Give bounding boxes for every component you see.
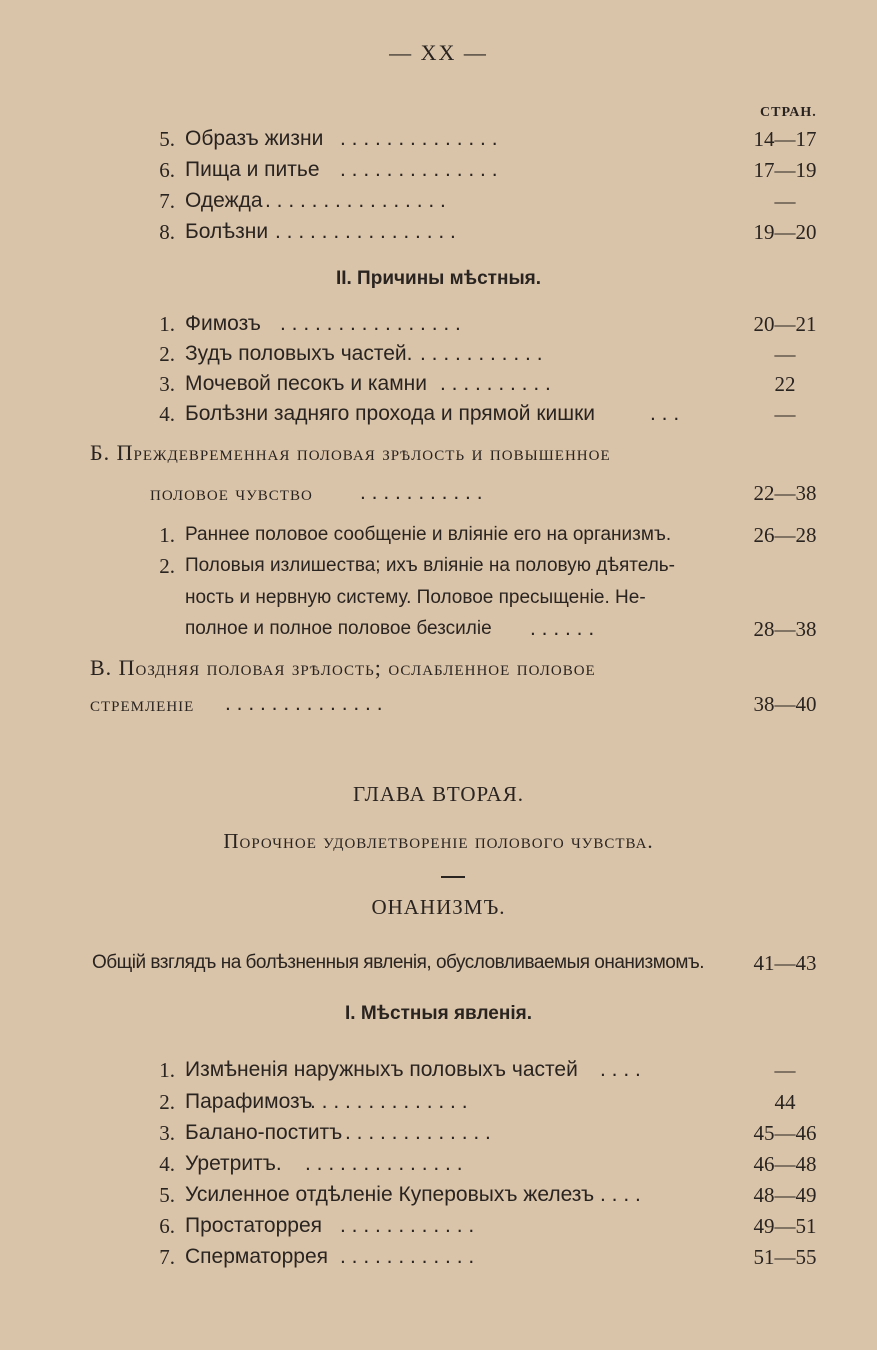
column-header-pages: СТРАН. — [760, 105, 817, 120]
chapter-title: Порочное удовлетвореніе полового чувства. — [223, 829, 654, 853]
entry-title: Измѣненія наружныхъ половыхъ частей — [185, 1058, 578, 1081]
entry-dots: . . . . . . . . . . . — [420, 342, 543, 365]
divider — [441, 876, 465, 878]
entry-pages: — — [774, 189, 796, 213]
entry-title: Уретритъ. — [185, 1152, 282, 1175]
entry-number: 1. — [159, 312, 175, 336]
entry-title: Фимозъ — [185, 312, 261, 335]
entry-pages: 51—55 — [753, 1245, 817, 1269]
entry-pages: — — [774, 342, 796, 366]
entry-number: 3. — [159, 372, 175, 396]
entry-dots: . . . . . . . . . . . . . . — [305, 1152, 463, 1175]
toc-entry — [0, 1242, 877, 1272]
entry-number: 7. — [159, 189, 175, 213]
entry-pages: 49—51 — [753, 1214, 817, 1238]
entry-pages: — — [774, 1058, 796, 1082]
entry-number: 2. — [159, 342, 175, 366]
entry-dots: . . . . — [600, 1183, 641, 1206]
toc-entry — [0, 339, 877, 369]
entry-pages: 19—20 — [753, 220, 817, 244]
entry-title: Балано-поститъ — [185, 1121, 343, 1144]
section-v-line-1: В. Поздняя половая зрѣлость; ослабленное половое — [90, 655, 596, 680]
entry-pages: 22—38 — [753, 481, 817, 505]
entry-title: Болѣзни задняго прохода и прямой кишки — [185, 402, 596, 425]
entry-title: Общій взглядъ на болѣзненныя явленія, обусловливаемыя онанизмомъ. — [92, 952, 705, 973]
entry-title: Раннее половое сообщеніе и вліяніе его на организмъ. — [185, 524, 672, 545]
entry-dots: . . . . . . . . . . . . — [340, 1245, 475, 1268]
entry-number: 6. — [159, 158, 175, 182]
entry-dots: . . . . . . . . . . . . . . . . — [280, 312, 461, 335]
entry-title: Одежда — [185, 189, 263, 212]
entry-pages: 22 — [774, 372, 796, 396]
entry-dots: . . . . . . . . . . . . . . — [310, 1090, 468, 1113]
toc-entry — [0, 551, 877, 581]
entry-pages: 28—38 — [753, 617, 817, 641]
entry-title: Половыя излишества; ихъ вліяніе на половую дѣятель- — [185, 555, 676, 576]
entry-pages: 14—17 — [753, 127, 817, 151]
entry-number: 1. — [159, 1058, 175, 1082]
entry-title: полное и полное половое безсиліе — [185, 618, 492, 639]
entry-dots: . . . . . . . . . . . . . . — [340, 158, 498, 181]
toc-entry — [0, 1149, 877, 1179]
toc-entry — [0, 520, 877, 550]
toc-entry — [0, 1118, 877, 1148]
toc-entry — [0, 309, 877, 339]
entry-dots: . . . . . . — [530, 617, 595, 640]
section-v-line-2: стремленіе — [90, 691, 195, 716]
entry-pages: — — [774, 402, 796, 426]
entry-dots: . . . . . . . . . . . — [360, 481, 483, 504]
entry-title: Пища и питье — [185, 158, 320, 181]
entry-pages: 26—28 — [753, 523, 817, 547]
section-b-line-2: половое чувство — [150, 480, 313, 505]
entry-pages: 17—19 — [753, 158, 817, 182]
toc-entry — [0, 369, 877, 399]
toc-entry — [0, 124, 877, 154]
toc-entry — [0, 1180, 877, 1210]
entry-number: 2. — [159, 554, 175, 578]
entry-number: 2. — [159, 1090, 175, 1114]
entry-dots: . . . . . . . . . . . . — [340, 1214, 475, 1237]
entry-number: 8. — [159, 220, 175, 244]
entry-dots: . . . . . . . . . . . . . . . . — [265, 189, 446, 212]
section-b-line-1: Б. Преждевременная половая зрѣлость и повышенное — [90, 440, 611, 465]
section-v-entry — [0, 689, 877, 719]
toc-entry — [0, 399, 877, 429]
chapter-heading: ГЛАВА ВТОРАЯ. — [353, 782, 524, 806]
entry-pages: 41—43 — [753, 951, 817, 975]
entry-title: Образъ жизни — [185, 127, 324, 150]
toc-entry-general — [0, 948, 877, 978]
entry-number: 5. — [159, 1183, 175, 1207]
entry-pages: 44 — [774, 1090, 796, 1114]
entry-title: Зудъ половыхъ частей. — [185, 342, 413, 365]
entry-number: 5. — [159, 127, 175, 151]
entry-title: Парафимозъ — [185, 1090, 313, 1113]
entry-title: Сперматоррея — [185, 1245, 329, 1268]
toc-entry — [0, 155, 877, 185]
section-heading-local-phenomena: I. Мѣстныя явленія. — [345, 1003, 532, 1024]
entry-dots: . . . . — [600, 1058, 641, 1081]
toc-entry — [0, 1211, 877, 1241]
toc-entry — [0, 217, 877, 247]
chapter-subtitle: ОНАНИЗМЪ. — [371, 895, 506, 919]
entry-dots: . . . . . . . . . . . . . . — [340, 127, 498, 150]
entry-dots: . . . . . . . . . . . . . . . . — [275, 220, 456, 243]
entry-dots: . . . — [650, 402, 680, 425]
entry-title: Простаторрея — [185, 1214, 323, 1237]
entry-title: Усиленное отдѣленіе Куперовыхъ железъ — [185, 1183, 595, 1206]
toc-entry-continuation — [0, 614, 877, 644]
toc-entry — [0, 1087, 877, 1117]
entry-number: 3. — [159, 1121, 175, 1145]
toc-entry-continuation — [0, 583, 877, 613]
entry-pages: 20—21 — [753, 312, 817, 336]
entry-number: 1. — [159, 523, 175, 547]
entry-number: 6. — [159, 1214, 175, 1238]
section-b-entry — [0, 478, 877, 508]
section-heading-local-causes: II. Причины мѣстныя. — [335, 268, 542, 289]
entry-pages: 48—49 — [753, 1183, 817, 1207]
entry-number: 7. — [159, 1245, 175, 1269]
entry-title: ность и нервную систему. Половое пресыщеніе. Не- — [185, 587, 646, 608]
page-header: — XX — — [389, 40, 488, 65]
entry-number: 4. — [159, 1152, 175, 1176]
entry-number: 4. — [159, 402, 175, 426]
entry-title: Болѣзни — [185, 220, 269, 243]
toc-entry — [0, 1055, 877, 1085]
entry-dots: . . . . . . . . . . . . . . — [225, 692, 383, 715]
entry-dots: . . . . . . . . . . . . . — [345, 1121, 491, 1144]
entry-pages: 46—48 — [753, 1152, 817, 1176]
toc-entry — [0, 186, 877, 216]
entry-pages: 38—40 — [753, 692, 817, 716]
entry-title: Мочевой песокъ и камни — [185, 372, 428, 395]
entry-dots: . . . . . . . . . . — [440, 372, 551, 395]
entry-pages: 45—46 — [753, 1121, 817, 1145]
